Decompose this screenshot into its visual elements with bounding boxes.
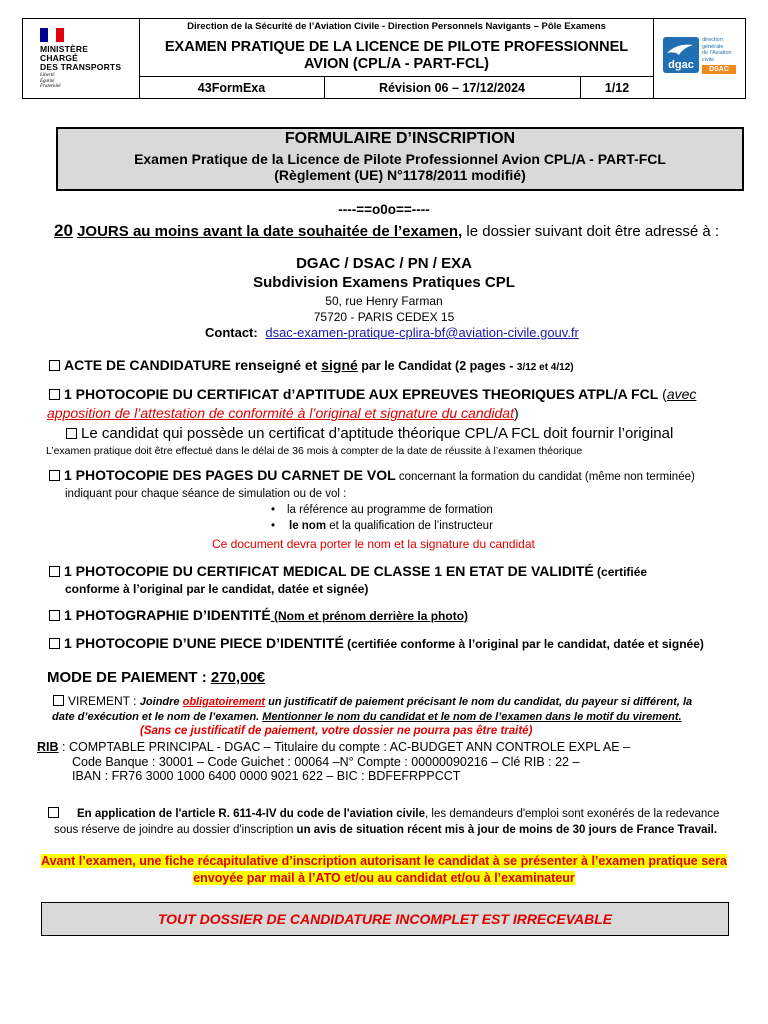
form-title-box (56, 127, 744, 191)
form-title: FORMULAIRE D’INSCRIPTION (284, 130, 516, 147)
dgac-logo (653, 19, 745, 98)
rib-label: RIB (37, 740, 59, 754)
dgac-right-line1: direction (702, 37, 723, 43)
address-line4: 75720 - PARIS CEDEX 15 (313, 310, 455, 324)
virement-line1: VIREMENT : Joindre obligatoirement un justificatif de paiement précisant le nom du candidat, du payeur si différent, la (53, 694, 692, 708)
rib-line1: RIB : COMPTABLE PRINCIPAL - DGAC – Titulaire du compte : AC-BUDGET ANN CONTROLE EXPL AE – (37, 740, 630, 754)
bullet-instructeur: • le nom et la qualification de l’instructeur (271, 520, 493, 532)
rib-line3: IBAN : FR76 3000 1000 6400 0000 9021 622 – BIC : BDFEFRPPCCT (72, 769, 461, 783)
payment-mode (47, 669, 265, 686)
intro-line (54, 221, 719, 241)
exemption-line2: sous réserve de joindre au dossier d'inscription un avis de situation récent mis à jour de moins de 30 jours de France Travail. (54, 824, 718, 836)
virement-line2: date d’exécution et le nom de l’examen. Mentionner le nom du candidat et le nom de l’examen dans le motif du virement. (52, 711, 682, 723)
dsac-label: DSAC (702, 65, 736, 74)
virement-warning: (Sans ce justificatif de paiement, votre dossier ne pourra pas être traité) (140, 725, 533, 737)
address-line2: Subdivision Examens Pratiques CPL (253, 274, 515, 291)
header-info-row (139, 76, 654, 99)
motto-egalite: Égalité (40, 78, 55, 84)
contact-line (205, 325, 579, 340)
checkbox-photographie[interactable] (49, 610, 60, 621)
checkbox-certificat-theorique[interactable] (49, 389, 60, 400)
item-certificat-theorique: 1 PHOTOCOPIE DU CERTIFICAT d’APTITUDE AUX EPREUVES THEORIQUES ATPL/A FCL (avec (49, 386, 696, 402)
separator: ----==o0o==---- (338, 202, 430, 217)
contact-label: Contact: (205, 325, 258, 340)
exam-title-line2: AVION (CPL/A - PART-FCL) (304, 56, 489, 72)
ministry-logo (23, 19, 140, 98)
page-number: 1/12 (604, 81, 630, 95)
item-carnet-de-vol: 1 PHOTOCOPIE DES PAGES DU CARNET DE VOL concernant la formation du candidat (même non terminée) (49, 467, 695, 483)
dgac-right-line4: civile (702, 56, 715, 63)
dgac-right-line3: de l’Aviation (702, 50, 732, 56)
ministry-line2: CHARGÉ (40, 53, 79, 63)
item-cpl-original: Le candidat qui possède un certificat d’aptitude théorique CPL/A FCL doit fournir l’original (66, 425, 673, 442)
incomplete-warning-text: TOUT DOSSIER DE CANDIDATURE INCOMPLET EST IRRECEVABLE (157, 911, 613, 927)
carnet-signature-note: Ce document devra porter le nom et la signature du candidat (212, 537, 535, 551)
dgac-logo-text: dgac (668, 59, 694, 71)
checkbox-carnet-de-vol[interactable] (49, 470, 60, 481)
payment-amount: 270,00€ (210, 669, 266, 686)
ministry-line1: MINISTÈRE (40, 44, 89, 54)
ministry-line3: DES TRANSPORTS (40, 62, 122, 72)
address-line3: 50, rue Henry Farman (325, 294, 443, 308)
item-delai-note: L’examen pratique doit être effectué dans le délai de 36 mois à compter de la date de réussite à l’examen théorique (46, 445, 583, 457)
intro-rest: le dossier suivant doit être adressé à : (462, 223, 720, 240)
checkbox-virement[interactable] (53, 695, 64, 706)
incomplete-warning-box (41, 902, 729, 936)
item-certificat-medical-cont: conforme à l’original par le candidat, datée et signée) (65, 582, 369, 596)
payment-label: MODE DE PAIEMENT : (47, 669, 211, 686)
direction-line: Direction de la Sécurité de l’Aviation Civile - Direction Personnels Navigants – Pôle Examens (187, 21, 606, 32)
exam-title-line1: EXAMEN PRATIQUE DE LA LICENCE DE PILOTE PROFESSIONNEL (164, 39, 629, 55)
bullet-programme: • la référence au programme de formation (271, 504, 493, 516)
notice-line2: envoyée par mail à l’ATO et/ou au candidat et/ou à l’examinateur (193, 871, 575, 885)
exemption-line1: En application de l'article R. 611-4-IV du code de l'aviation civile, les demandeurs d'emploi sont exonérés de la redevance (48, 808, 719, 820)
form-code: 43FormExa (197, 81, 266, 95)
item-carnet-de-vol-cont: indiquant pour chaque séance de simulation ou de vol : (65, 488, 347, 500)
motto-fraternite: Fraternité (40, 84, 61, 89)
dgac-logo-square (663, 37, 699, 73)
checkbox-acte[interactable] (49, 360, 60, 371)
checkbox-certificat-medical[interactable] (49, 566, 60, 577)
item-certificat-medical: 1 PHOTOCOPIE DU CERTIFICAT MEDICAL DE CLASSE 1 EN ETAT DE VALIDITÉ (certifiée (49, 563, 647, 579)
item-piece-identite: 1 PHOTOCOPIE D’UNE PIECE D’IDENTITÉ (certifiée conforme à l’original par le candidat, datée et signée) (49, 635, 704, 651)
address-line1: DGAC / DSAC / PN / EXA (296, 255, 472, 272)
rib-line2: Code Banque : 30001 – Code Guichet : 00064 –N° Compte : 00000090216 – Clé RIB : 22 – (72, 755, 580, 769)
motto-liberte: Liberté (40, 73, 55, 78)
item-certificat-theorique-cont: apposition de l’attestation de conformité à l’original et signature du candidat) (47, 405, 519, 421)
form-subtitle1: Examen Pratique de la Licence de Pilote Professionnel Avion CPL/A - PART-FCL (134, 151, 666, 167)
revision: Révision 06 – 17/12/2024 (379, 81, 525, 95)
marianne-icon (40, 28, 64, 42)
header-table (22, 18, 746, 99)
notice-line1: Avant l’examen, une fiche récapitulative d’inscription autorisant le candidat à se présenter à l’examen pratique sera (41, 854, 727, 868)
checkbox-cpl-original[interactable] (66, 428, 77, 439)
item-photographie: 1 PHOTOGRAPHIE D’IDENTITÉ (Nom et prénom derrière la photo) (49, 607, 468, 623)
checkbox-exemption[interactable] (48, 807, 59, 818)
form-subtitle2: (Règlement (UE) N°1178/2011 modifié) (274, 167, 526, 183)
days-text: JOURS au moins avant la date souhaitée de l’examen, (77, 223, 463, 240)
contact-email-link[interactable]: dsac-examen-pratique-cplira-bf@aviation-civile.gouv.fr (265, 325, 579, 340)
item-acte-candidature: ACTE DE CANDIDATURE renseigné et signé par le Candidat (2 pages - 3/12 et 4/12) (49, 357, 574, 373)
bird-icon (663, 39, 699, 61)
checkbox-piece-identite[interactable] (49, 638, 60, 649)
days-number: 20 (54, 221, 73, 240)
dgac-right-line2: générale (702, 43, 724, 50)
